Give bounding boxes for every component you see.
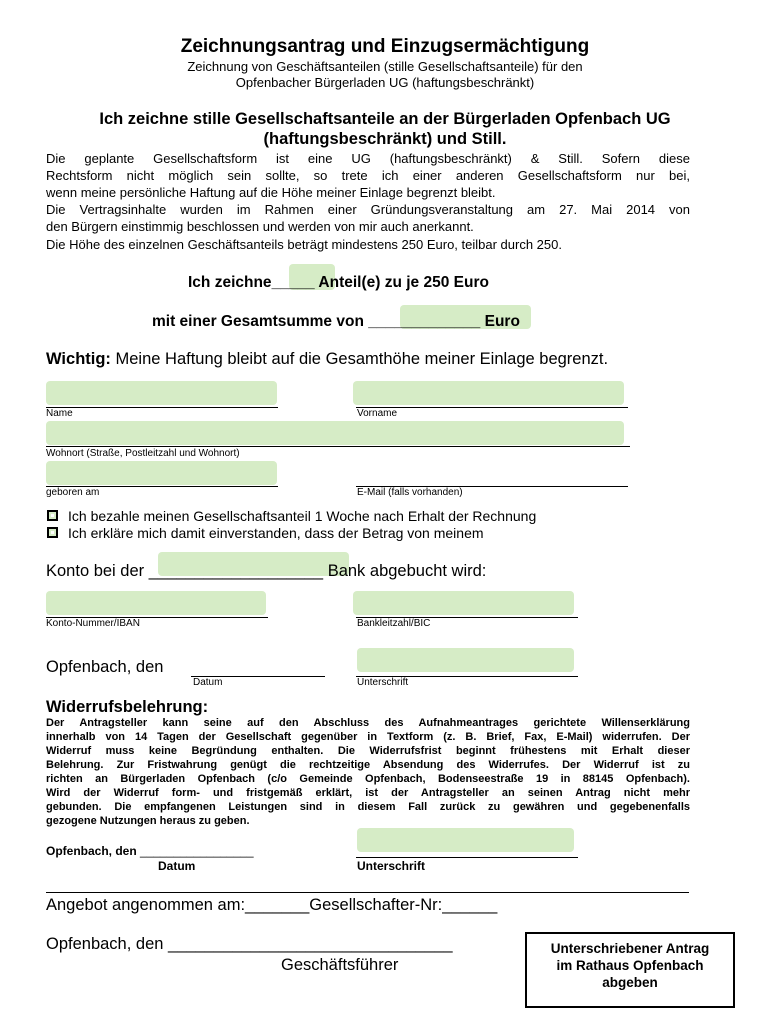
accepted-line: Angebot angenommen am:_______Gesellschafter-Nr:______ [46,896,498,914]
widerruf-line-8: gezogene Nutzungen heraus zu geben. [46,815,250,827]
geboren-input[interactable] [46,461,277,485]
widerruf-place-date [46,844,254,858]
widerruf-line-3: Widerruf muss keine Begründung enthalten. Die Widerrufsfrist beginnt frühestens mit Erhalt dieser [46,745,690,757]
notice-line-3: abgeben [602,975,658,990]
konto-blank: ___________________ [148,562,324,580]
section-heading-2: (haftungsbeschränkt) und Still. [263,130,507,148]
subtitle-line-1: Zeichnung von Geschäftsanteilen (stille Gesellschaftsanteile) für den [187,59,583,74]
final-date-blank: _______________________________ [168,935,453,953]
widerruf-line-5: richten an Bürgerladen Opfenbach (c/o Gemeinde Opfenbach, Bodenseestraße 19 in 88145 Opfenbach). [46,773,690,785]
intro-line-6: Die Höhe des einzelnen Geschäftsanteils beträgt mindestens 250 Euro, teilbar durch 250. [46,237,562,252]
document-title: Zeichnungsantrag und Einzugsermächtigung [180,36,590,57]
wohnort-label: Wohnort (Straße, Postleitzahl und Wohnort) [46,448,240,459]
widerruf-date-label: Datum [158,859,196,873]
widerruf-heading: Widerrufsbelehrung: [46,698,209,716]
intro-line-2: Rechtsform nicht möglich sein sollte, so trete ich einer anderen Gesellschaftsform nur bei, [46,168,690,183]
important-label: Wichtig: [46,350,111,368]
final-place-date [46,935,453,954]
konto-suffix: Bank abgebucht wird: [327,562,487,580]
date-label: Datum [193,677,223,688]
notice-line-1: Unterschriebener Antrag [550,941,710,956]
shares-line [188,274,489,292]
shares-prefix: Ich zeichne [188,274,272,291]
section-heading-1: Ich zeichne stille Gesellschaftsanteile an der Bürgerladen Opfenbach UG [99,110,671,128]
email-label[interactable]: E-Mail (falls vorhanden) [357,487,463,498]
place-date-label: Opfenbach, den [46,658,164,676]
final-role-label: Geschäftsführer [281,956,399,974]
name-input[interactable] [46,381,277,405]
bic-input[interactable] [353,591,574,615]
widerruf-line-2: innerhalb von 14 Tagen der Gesellschaft gegenüber in Textform (z. B. Brief, Fax, E-Mail) widerrufen. Der [46,731,690,743]
vorname-input[interactable] [353,381,624,405]
intro-line-5: den Bürgern einstimmig beschlossen und werden von mir auch anerkannt. [46,219,474,234]
notice-box [525,932,735,1008]
widerruf-line-7: gebunden. Die empfangenen Leistungen sind in diesem Fall zurück zu gewähren und gegebenenfalls [46,801,690,813]
vorname-label: Vorname [357,408,398,419]
section-divider [46,892,689,893]
iban-input[interactable] [46,591,266,615]
important-note [46,350,608,369]
widerruf-date-blank: _________________ [140,844,254,858]
checkbox-debit[interactable] [47,527,58,538]
shares-blank: _____ [271,274,315,291]
name-underline [46,407,278,408]
widerruf-signature-label: Unterschrift [357,859,426,873]
geboren-label: geboren am [46,487,100,498]
iban-label: Konto-Nummer/IBAN [46,618,140,629]
important-text: Meine Haftung bleibt auf die Gesamthöhe meiner Einlage begrenzt. [115,350,609,368]
total-blank: _____________ [368,313,481,330]
bic-label: Bankleitzahl/BIC [357,618,431,629]
konto-prefix: Konto bei der [46,562,145,580]
konto-line [46,562,486,581]
checkbox-payment-label: Ich bezahle meinen Gesellschaftsanteil 1 Woche nach Erhalt der Rechnung [68,508,537,524]
name-label: Name [46,408,73,419]
checkbox-debit-label: Ich erkläre mich damit einverstanden, dass der Betrag von meinem [68,525,484,541]
intro-line-1: Die geplante Gesellschaftsform ist eine UG (haftungsbeschränkt) & Still. Sofern diese [46,151,690,166]
total-suffix: Euro [484,313,520,330]
notice-line-2: im Rathaus Opfenbach [556,958,704,973]
shares-suffix: Anteil(e) zu je 250 Euro [318,274,489,291]
total-line [152,313,520,331]
widerruf-line-4: Belehrung. Zur Fristwahrung genügt die rechtzeitige Absendung des Widerrufes. Der Widerruf ist zu [46,759,690,771]
wohnort-input[interactable] [46,421,624,445]
total-prefix: mit einer Gesamtsumme von [152,313,364,330]
widerruf-line-6: Wird der Widerruf form- und fristgemäß erklärt, ist der Antragsteller an seinen Antrag nicht mehr [46,787,690,799]
wohnort-underline [46,446,630,447]
signature-label: Unterschrift [357,677,409,688]
intro-line-4: Die Vertragsinhalte wurden im Rahmen einer Gründungsveranstaltung am 27. Mai 2014 von [46,202,690,217]
subtitle-line-2: Opfenbacher Bürgerladen UG (haftungsbeschränkt) [235,75,535,90]
signature-input[interactable] [357,648,574,672]
widerruf-signature-input[interactable] [357,828,574,852]
widerruf-place-label: Opfenbach, den [46,844,137,858]
final-place-label: Opfenbach, den [46,935,164,953]
checkbox-payment[interactable] [47,510,58,521]
intro-line-3: wenn meine persönliche Haftung auf die Höhe meiner Einlage begrenzt bleibt. [46,185,496,200]
widerruf-line-1: Der Antragsteller kann seine auf den Abschluss des Aufnahmeantrages gerichtete Willenserklärung [46,717,690,729]
widerruf-signature-underline [356,857,578,858]
